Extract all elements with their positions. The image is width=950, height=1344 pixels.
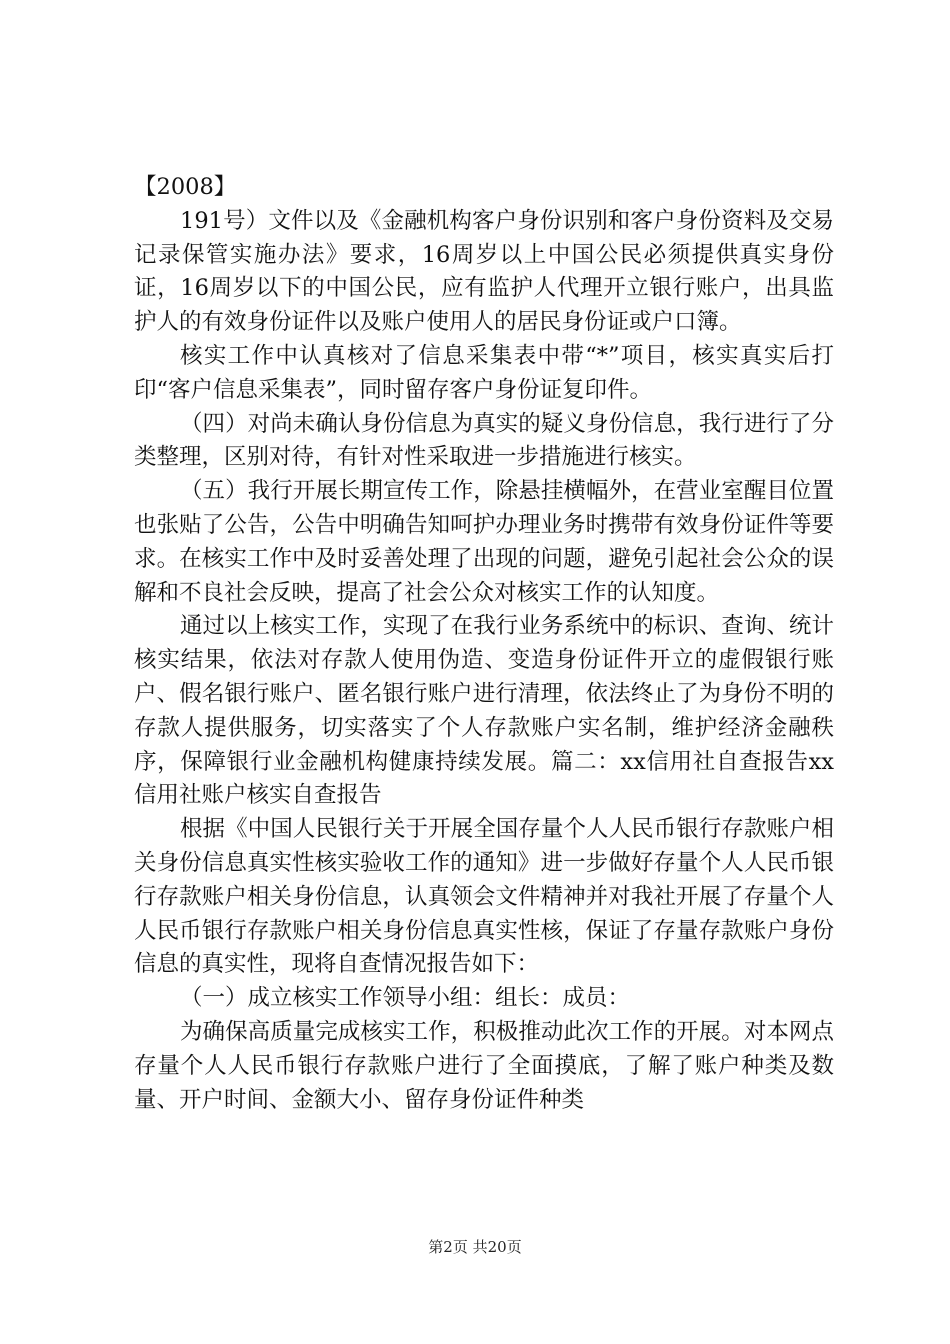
paragraph-verification-process: 核实工作中认真核对了信息采集表中带“*”项目，核实真实后打印“客户信息采集表”，同时留存客户身份证复印件。 [134, 342, 834, 403]
page-number-footer: 第2页 共20页 [428, 1238, 522, 1256]
paragraph-section-five: （五）我行开展长期宣传工作，除悬挂横幅外，在营业室醒目位置也张贴了公告，公告中明确告知呵护办理业务时携带有效身份证件等要求。在核实工作中及时妥善处理了出现的问题，避免引起社会公众的误解和不良社会反映，提高了社会公众对核实工作的认知度。 [134, 478, 834, 606]
paragraph-notice-basis: 根据《中国人民银行关于开展全国存量个人人民币银行存款账户相关身份信息真实性核实验收工作的通知》进一步做好存量个人人民币银行存款账户相关身份信息，认真领会文件精神并对我社开展了存量个人人民币银行存款账户相关身份信息真实性核，保证了存量存款账户身份信息的真实性，现将自查情况报告如下： [134, 816, 834, 978]
paragraph-regulation-requirements: 191号）文件以及《金融机构客户身份识别和客户身份资料及交易记录保管实施办法》要求，16周岁以上中国公民必须提供真实身份证，16周岁以下的中国公民，应有监护人代理开立银行账户，出具监护人的有效身份证件以及账户使用人的居民身份证或户口簿。 [134, 207, 834, 336]
paragraph-leadership-group: （一）成立核实工作领导小组：组长：成员： [180, 985, 631, 1012]
paragraph-quality-assurance: 为确保高质量完成核实工作，积极推动此次工作的开展。对本网点存量个人人民币银行存款账户进行了全面摸底，了解了账户种类及数量、开户时间、金额大小、留存身份证件种类 [134, 1018, 834, 1113]
paragraph-results-summary: 通过以上核实工作，实现了在我行业务系统中的标识、查询、统计核实结果，依法对存款人使用伪造、变造身份证件开立的虚假银行账户、假名银行账户、匿名银行账户进行清理，依法终止了为身份不明的存款人提供服务，切实落实了个人存款账户实名制，维护经济金融秩序，保障银行业金融机构健康持续发展。篇二：xx信用社自查报告xx信用社账户核实自查报告 [134, 613, 834, 809]
document-number-header: 【2008】 [134, 174, 237, 200]
document-body [134, 171, 834, 1117]
paragraph-section-four: （四）对尚未确认身份信息为真实的疑义身份信息，我行进行了分类整理，区别对待，有针对性采取进一步措施进行核实。 [134, 410, 834, 471]
